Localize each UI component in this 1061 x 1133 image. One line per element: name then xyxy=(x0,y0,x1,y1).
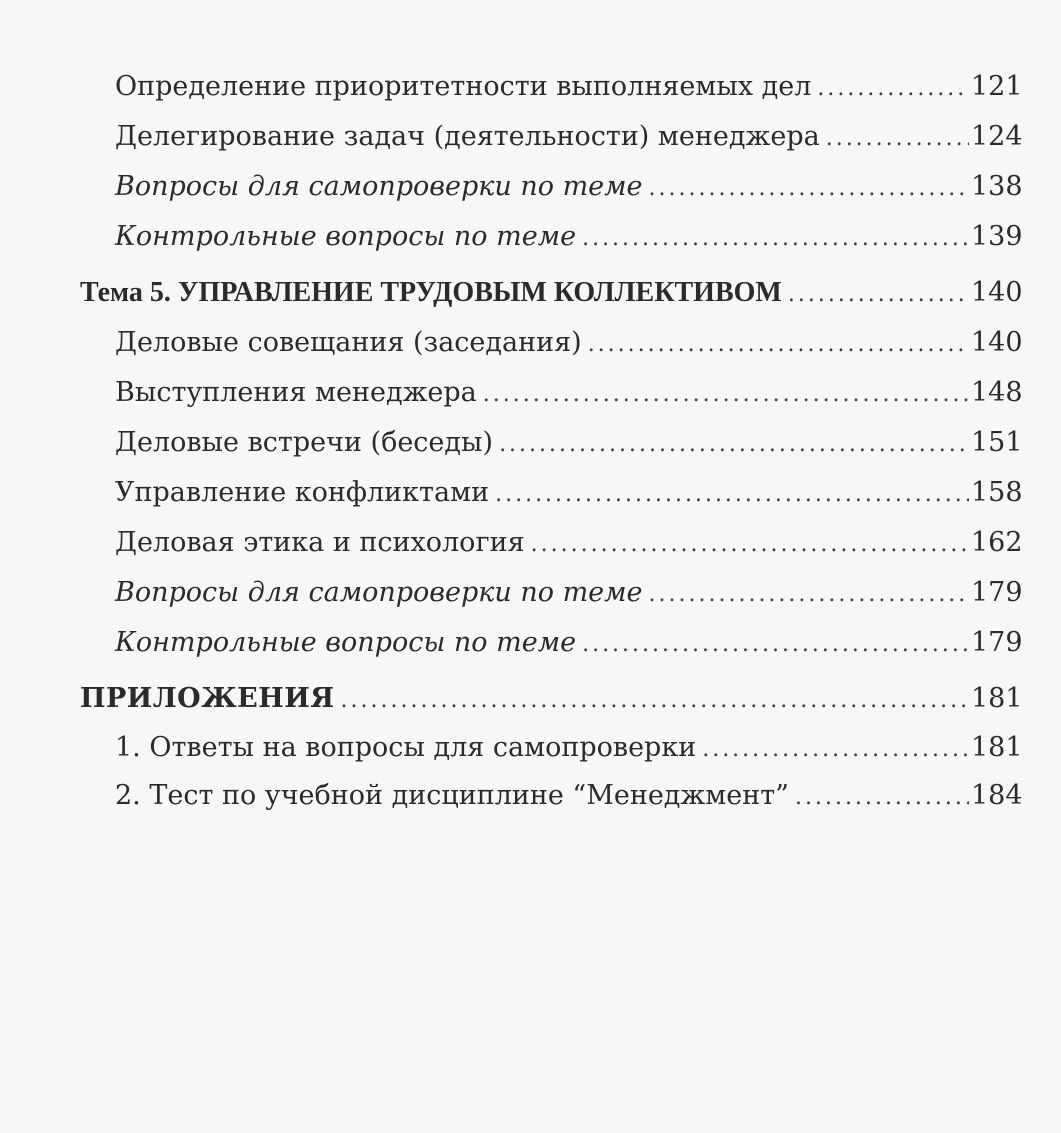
dot-leader xyxy=(499,420,969,470)
toc-entry xyxy=(0,212,1061,262)
toc-entry-page: 162 xyxy=(971,527,1023,558)
toc-entry-page: 140 xyxy=(971,327,1023,358)
toc-entry xyxy=(0,62,1061,112)
toc-entry xyxy=(0,518,1061,568)
toc-entry-title: Контрольные вопросы по теме xyxy=(115,627,577,658)
dot-leader xyxy=(341,676,969,726)
toc-entry-page: 121 xyxy=(971,71,1023,102)
toc-entry xyxy=(0,112,1061,162)
toc-entry-title: ПРИЛОЖЕНИЯ xyxy=(80,683,335,714)
dot-leader xyxy=(649,164,969,214)
toc-entry xyxy=(0,418,1061,468)
toc-entry xyxy=(0,468,1061,518)
toc-entry xyxy=(0,368,1061,418)
dot-leader xyxy=(495,470,969,520)
dot-leader xyxy=(483,370,969,420)
toc-entry-title: Делегирование задач (деятельности) менеджера xyxy=(115,121,820,152)
toc-entry-title: Вопросы для самопроверки по теме xyxy=(115,577,643,608)
toc-entry-title: Контрольные вопросы по теме xyxy=(115,221,577,252)
dot-leader xyxy=(582,214,969,264)
toc-entry xyxy=(0,724,1061,771)
toc-entry-page: 184 xyxy=(971,780,1023,811)
toc-entry-title: Деловые совещания (заседания) xyxy=(115,327,582,358)
toc-entry-title: Деловые встречи (беседы) xyxy=(115,427,494,458)
toc-entry-page: 139 xyxy=(971,221,1023,252)
dot-leader xyxy=(826,114,969,164)
toc-entry-title: Деловая этика и психология xyxy=(115,527,525,558)
toc-entry-title: 2. Тест по учебной дисциплине “Менеджмент” xyxy=(115,780,789,811)
toc-entry xyxy=(0,318,1061,368)
toc-entry-page: 140 xyxy=(971,277,1023,308)
toc-entry-page: 179 xyxy=(971,577,1023,608)
toc-entry xyxy=(0,771,1061,821)
toc-entry-title: Вопросы для самопроверки по теме xyxy=(115,171,643,202)
dot-leader xyxy=(649,570,969,620)
dot-leader xyxy=(788,270,969,320)
toc-entry-title: Определение приоритетности выполняемых дел xyxy=(115,71,812,102)
toc-section-heading xyxy=(0,268,1061,318)
dot-leader xyxy=(531,520,969,570)
toc-entry-title: Выступления менеджера xyxy=(115,377,477,408)
toc-entry-title: Тема 5. УПРАВЛЕНИЕ ТРУДОВЫМ КОЛЛЕКТИВОМ xyxy=(80,277,782,308)
toc-entry-title: Управление конфликтами xyxy=(115,477,490,508)
toc-entry-page: 124 xyxy=(971,121,1023,152)
dot-leader xyxy=(588,320,969,370)
toc-entry-page: 151 xyxy=(971,427,1023,458)
table-of-contents xyxy=(0,62,1061,821)
toc-entry xyxy=(0,618,1061,668)
toc-entry-page: 179 xyxy=(971,627,1023,658)
toc-entry-title: 1. Ответы на вопросы для самопроверки xyxy=(115,732,697,763)
toc-entry xyxy=(0,568,1061,618)
toc-entry-page: 181 xyxy=(971,683,1023,714)
toc-section-heading xyxy=(0,674,1061,724)
toc-entry-page: 138 xyxy=(971,171,1023,202)
dot-leader xyxy=(582,620,969,670)
toc-entry xyxy=(0,162,1061,212)
dot-leader xyxy=(817,64,969,114)
toc-entry-page: 181 xyxy=(971,732,1023,763)
dot-leader xyxy=(795,773,969,823)
toc-entry-page: 158 xyxy=(971,477,1023,508)
dot-leader xyxy=(702,726,969,773)
toc-entry-page: 148 xyxy=(971,377,1023,408)
